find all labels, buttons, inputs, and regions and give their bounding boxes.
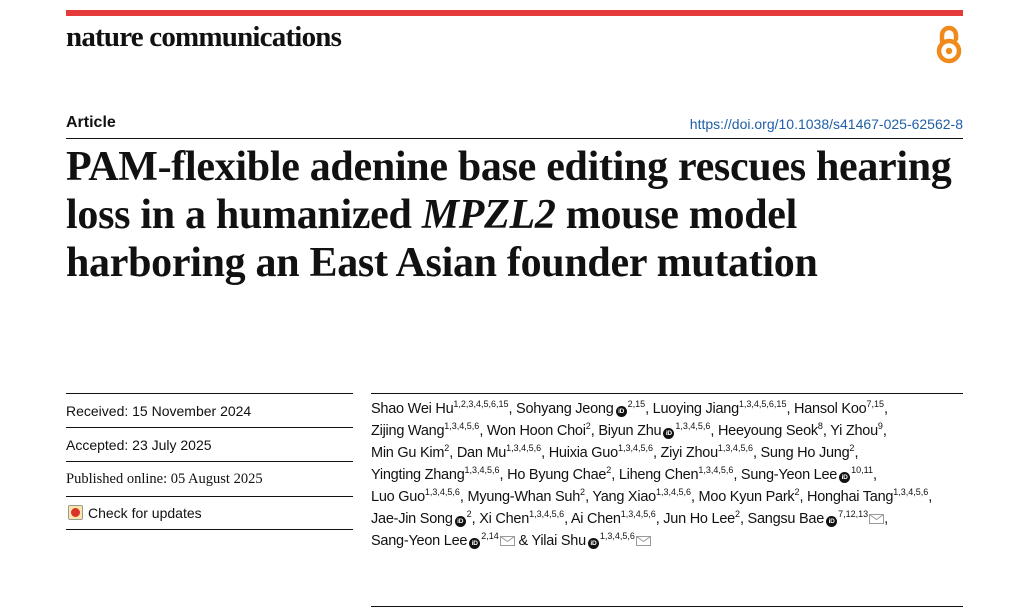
orcid-icon[interactable]: iD — [663, 428, 674, 439]
author-name[interactable]: Sung Ho Jung — [760, 445, 850, 461]
orcid-icon[interactable]: iD — [588, 538, 599, 549]
open-access-icon — [934, 24, 964, 64]
author-affiliations: 2 — [794, 487, 800, 497]
author-affiliations: 1,3,4,5,6 — [464, 465, 500, 475]
author-affiliations: 1,3,4,5,6 — [599, 531, 635, 541]
meta-divider — [66, 529, 353, 530]
email-icon[interactable] — [869, 514, 884, 524]
author-name[interactable]: Ai Chen — [570, 511, 621, 527]
author-name[interactable]: Yilai Shu — [531, 533, 586, 549]
author[interactable] — [718, 423, 823, 439]
author-affiliations: 2 — [466, 509, 472, 519]
author-affiliations: 1,3,4,5,6 — [506, 443, 542, 453]
doi-link[interactable]: https://doi.org/10.1038/s41467-025-62562-8 — [689, 116, 963, 132]
author-affiliations: 2,15 — [627, 399, 646, 409]
author-affiliations: 1,3,4,5,6 — [893, 487, 929, 497]
author[interactable] — [507, 467, 611, 483]
check-for-updates-icon[interactable] — [68, 505, 83, 520]
author-name[interactable]: Jun Ho Lee — [663, 511, 735, 527]
author-name[interactable]: Won Hoon Choi — [486, 423, 586, 439]
author[interactable] — [741, 467, 873, 483]
article-title — [66, 143, 961, 287]
author-name[interactable]: Yang Xiao — [592, 489, 656, 505]
author[interactable] — [371, 401, 508, 417]
orcid-icon[interactable]: iD — [616, 406, 627, 417]
author[interactable] — [592, 489, 691, 505]
author-name[interactable]: Sung-Yeon Lee — [740, 467, 838, 483]
author[interactable] — [487, 423, 591, 439]
author-affiliations: 1,3,4,5,6 — [675, 421, 711, 431]
orcid-icon[interactable]: iD — [455, 516, 466, 527]
received-date: Received: 15 November 2024 — [66, 403, 252, 419]
title-text-end: mouse model harboring an East Asian founder mutation — [66, 192, 818, 286]
author[interactable] — [531, 533, 650, 549]
author[interactable] — [371, 423, 479, 439]
meta-divider — [66, 496, 353, 497]
author-affiliations: 2 — [734, 509, 740, 519]
author-name[interactable]: Sang-Yeon Lee — [371, 533, 468, 549]
author[interactable] — [371, 467, 500, 483]
author[interactable] — [371, 511, 472, 527]
author-name[interactable]: Ho Byung Chae — [507, 467, 607, 483]
author-name[interactable]: Honghai Tang — [807, 489, 894, 505]
authors-divider-bottom — [371, 606, 963, 607]
author-affiliations: 1,3,4,5,6 — [655, 487, 691, 497]
author-name[interactable]: Moo Kyun Park — [698, 489, 795, 505]
author-affiliations: 7,12,13 — [838, 509, 869, 519]
journal-top-bar — [66, 10, 963, 16]
author-name[interactable]: Liheng Chen — [618, 467, 699, 483]
author-name[interactable]: Ziyi Zhou — [660, 445, 718, 461]
author[interactable] — [571, 511, 656, 527]
meta-divider-top — [66, 393, 353, 394]
author-name[interactable]: Xi Chen — [479, 511, 530, 527]
title-text-start: PAM-flexible adenine base editing rescues hearing loss in a humanized — [66, 144, 952, 238]
author-affiliations: 1,3,4,5,6 — [698, 465, 734, 475]
meta-divider — [66, 427, 353, 428]
author-affiliations: 1,3,4,5,6 — [617, 443, 653, 453]
author-affiliations: 2 — [444, 443, 450, 453]
author-affiliations: 1,2,3,4,5,6,15 — [453, 399, 509, 409]
author[interactable] — [467, 489, 585, 505]
author-affiliations: 1,3,4,5,6 — [529, 509, 565, 519]
author-affiliations: 1,3,4,5,6 — [620, 509, 656, 519]
author-name[interactable]: Yingting Zhang — [371, 467, 465, 483]
author-name[interactable]: Huixia Guo — [548, 445, 618, 461]
author-name[interactable]: Biyun Zhu — [598, 423, 662, 439]
author-name[interactable]: Sangsu Bae — [747, 511, 825, 527]
author-affiliations: 1,3,4,5,6,15 — [738, 399, 787, 409]
author[interactable] — [653, 401, 787, 417]
author-affiliations: 7,15 — [866, 399, 885, 409]
published-date: Published online: 05 August 2025 — [66, 471, 263, 487]
author[interactable] — [661, 445, 753, 461]
author[interactable] — [549, 445, 653, 461]
author[interactable] — [371, 445, 449, 461]
author-name[interactable]: Zijing Wang — [371, 423, 445, 439]
author[interactable] — [598, 423, 710, 439]
authors-divider-top — [371, 393, 963, 394]
author-affiliations: 10,11 — [851, 465, 873, 475]
author-affiliations: 2 — [849, 443, 855, 453]
author-affiliations: 1,3,4,5,6 — [717, 443, 753, 453]
author-name[interactable]: Luoying Jiang — [652, 401, 739, 417]
author[interactable] — [807, 489, 928, 505]
orcid-icon[interactable]: iD — [826, 516, 837, 527]
author-name[interactable]: Min Gu Kim — [371, 445, 445, 461]
author-affiliations: 1,3,4,5,6 — [444, 421, 480, 431]
author-affiliations: 2 — [580, 487, 586, 497]
author[interactable] — [830, 423, 883, 439]
author[interactable] — [619, 467, 734, 483]
author-list: Shao Wei Hu$^{1,2,3,4,5,6,15}$, Sohyang Jeong iD$^{2,15}$, Luoying Jiang$^{1,3,4,5,6,15}$, Hansol Koo$^{7,15}$, Zijing Wang$^{1,3,4,5,6}$, Won Hoon Choi$^2$, Biyun Zhu iD$^{1,3,4,5,6}$, Heeyoung Seok$^8$, Yi Zhou$^9$, Min Gu Kim$^2$, Dan Mu$^{1,3,4,5,6}$, Huixia Guo$^{1,3,4,5,6}$, Ziyi Zhou$^{1,3,4,5,6}$, Sung Ho Jung$^2$, Yingting Zhang$^{1,3,4,5,6}$, Ho Byung Chae$^2$, Liheng Chen$^{1,3,4,5,6}$, Sung-Yeon Lee iD$^{10,11}$, Luo Guo$^{1,3,4,5,6}$, Myung-Whan Suh$^2$, Yang Xiao$^{1,3,4,5,6}$, Moo Kyun Park$^2$, Honghai Tang$^{1,3,4,5,6}$, Jae-Jin Song $iD^2$, Xi Chen$^{1,3,4,5,6}$, Ai Chen$^{1,3,4,5,6}$, Jun Ho Lee$^2$, Sangsu Bae iD$^{7,12,13}$ , Sang-Yeon Lee iD$^{2,14}$ & Yilai Shu iD$^{1,3,4,5,6}$ — [371, 399, 933, 549]
author-affiliations: 2 — [585, 421, 591, 431]
author-affiliations: 2,14 — [481, 531, 499, 541]
author[interactable] — [479, 511, 564, 527]
author[interactable] — [371, 489, 460, 505]
author-affiliations: 9 — [877, 421, 883, 431]
author-name[interactable]: Myung-Whan Suh — [467, 489, 581, 505]
journal-name[interactable]: nature communications — [66, 21, 342, 53]
author-name[interactable]: Yi Zhou — [830, 423, 878, 439]
accepted-date: Accepted: 23 July 2025 — [66, 437, 212, 453]
author[interactable] — [371, 533, 515, 549]
author-affiliations: 2 — [606, 465, 612, 475]
author-name[interactable]: Jae-Jin Song — [371, 511, 453, 527]
author-name[interactable]: Sohyang Jeong — [516, 401, 614, 417]
author-name[interactable]: Luo Guo — [371, 489, 425, 505]
author[interactable] — [761, 445, 855, 461]
author[interactable] — [663, 511, 740, 527]
author-affiliations: 8 — [817, 421, 823, 431]
email-icon[interactable] — [636, 536, 651, 546]
title-divider — [66, 138, 963, 139]
author[interactable] — [699, 489, 800, 505]
orcid-icon[interactable]: iD — [469, 538, 480, 549]
title-gene-name: MPZL2 — [421, 192, 556, 238]
author[interactable] — [457, 445, 541, 461]
meta-divider — [66, 461, 353, 462]
author[interactable] — [794, 401, 884, 417]
article-type-label: Article — [66, 114, 116, 131]
author-name[interactable]: Shao Wei Hu — [371, 401, 454, 417]
orcid-icon[interactable]: iD — [839, 472, 850, 483]
author[interactable] — [748, 511, 885, 527]
email-icon[interactable] — [500, 536, 515, 546]
author-name[interactable]: Dan Mu — [456, 445, 507, 461]
author-affiliations: 1,3,4,5,6 — [424, 487, 460, 497]
author-name[interactable]: Hansol Koo — [794, 401, 867, 417]
author[interactable] — [516, 401, 645, 417]
check-for-updates-link[interactable]: Check for updates — [88, 505, 202, 521]
author-name[interactable]: Heeyoung Seok — [717, 423, 818, 439]
